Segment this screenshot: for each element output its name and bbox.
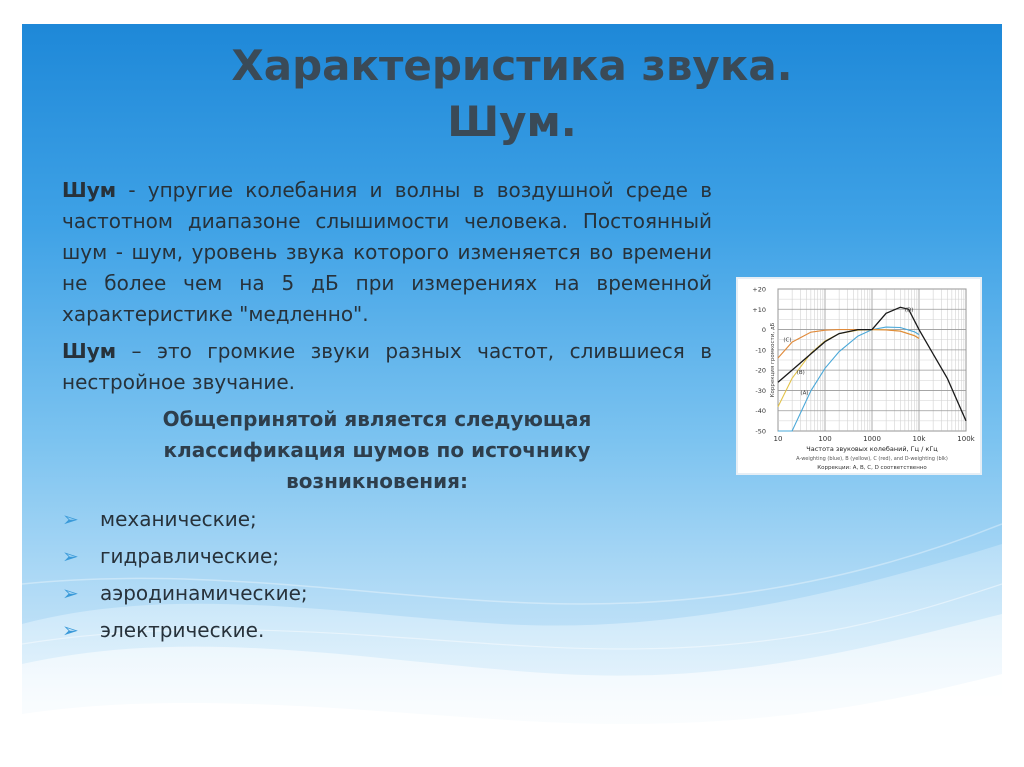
y-tick-label: 0 [761,326,766,335]
y-tick-label: -20 [755,366,766,375]
list-item [62,501,712,538]
x-tick-label: 10 [773,435,783,443]
x-axis-label: Частота звуковых колебаний, Гц / кГц [806,445,938,453]
list-item-label: электрические. [100,618,265,642]
x-tick-label: 10k [912,435,926,443]
list-item [62,575,712,612]
arrow-bullet-icon: ➢ [62,581,79,605]
x-tick-label: 100 [818,435,832,443]
definition-text: - упругие колебания и волны в воздушной среде в частотном диапазоне слышимости человека. Постоянный шум - шум, уровень звука которого изменяется во времени не более чем на 5 дБ при измерениях на временной характеристике "медленно". [62,178,712,326]
weighting-chart [738,279,980,473]
title-line-2: Шум. [447,97,577,146]
title-line-1: Характеристика звука. [231,41,793,90]
y-axis-label: Коррекция громкости, дБ [770,322,776,398]
y-tick-label: -40 [755,407,766,416]
y-tick-label: -50 [755,427,766,436]
slide [22,24,1002,744]
y-tick-label: +10 [752,305,766,314]
list-item [62,538,712,575]
x-tick-label: 1000 [863,435,881,443]
weighting-chart-svg [738,279,980,473]
classification-heading: Общепринятой является следующая классификация шумов по источнику возникновения: [162,407,592,493]
series-label: (A) [800,390,809,397]
corrections-note: Коррекции: A, B, C, D соответственно [817,465,927,471]
weighting-note: A-weighting (blue), B (yellow), C (red), and D-weighting (blk) [796,456,948,462]
description-text: – это громкие звуки разных частот, слившиеся в нестройное звучание. [62,339,712,394]
paragraph-description [62,336,712,398]
series-label: (B) [796,370,805,377]
body-text [62,175,712,649]
list-item-label: механические; [100,507,257,531]
term-noise: Шум [62,178,117,202]
paragraph-definition [62,175,712,330]
series-label: (D) [904,307,914,314]
arrow-bullet-icon: ➢ [62,507,79,531]
y-tick-label: +20 [752,285,766,294]
arrow-bullet-icon: ➢ [62,618,79,642]
x-tick-label: 100k [957,435,975,443]
list-item-label: аэродинамические; [100,581,308,605]
arrow-bullet-icon: ➢ [62,544,79,568]
series-label: (C) [783,337,792,344]
noise-sources-list [62,501,712,649]
list-item-label: гидравлические; [100,544,280,568]
list-item [62,612,712,649]
y-tick-label: -30 [755,386,766,395]
term-noise-2: Шум [62,339,117,363]
slide-title [22,38,1002,150]
y-tick-label: -10 [755,346,766,355]
